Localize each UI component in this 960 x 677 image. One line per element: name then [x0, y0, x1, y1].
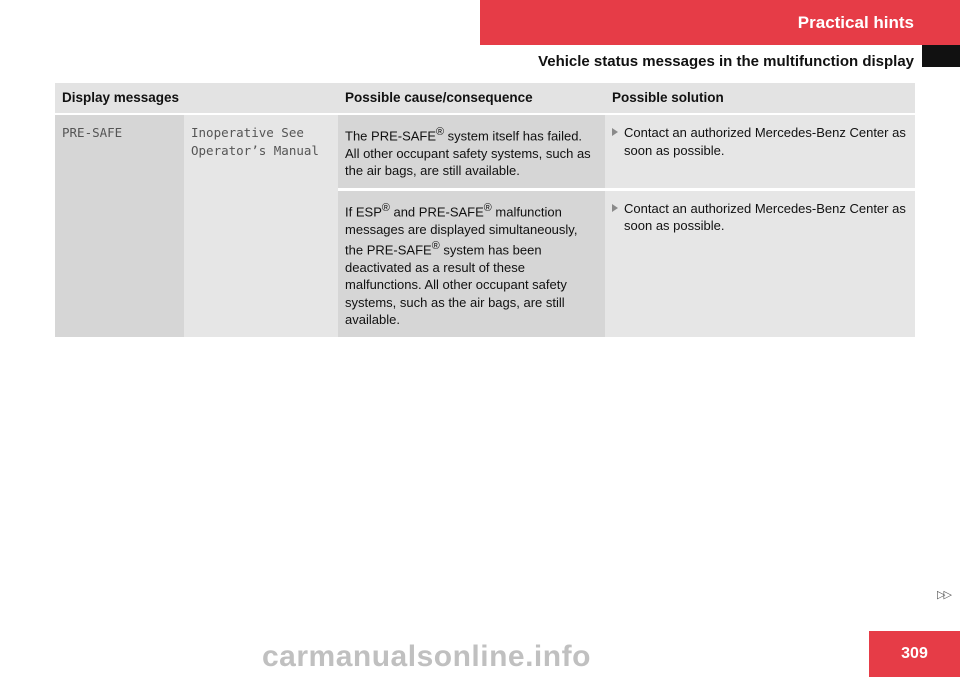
solution-cell-2	[605, 189, 915, 337]
bullet-arrow-icon	[612, 204, 618, 212]
bullet-arrow-icon	[612, 128, 618, 136]
cause-cell-2: If ESP® and PRE-SAFE® malfunction messages are displayed simultaneously, the PRE-SAFE® system has been deactivated as a result of these malfunctions. All other occupant safety systems, such as the air bags, are still available.	[338, 189, 605, 337]
table-row	[55, 114, 915, 189]
corner-tab-marker	[922, 45, 960, 67]
display-code-cell	[55, 114, 184, 337]
section-tab	[480, 0, 960, 45]
column-header-solution: Possible solution	[605, 83, 915, 114]
status-messages-table	[55, 83, 915, 337]
section-title: Practical hints	[797, 12, 914, 32]
page-number-box	[869, 631, 960, 677]
display-message-cell	[184, 114, 338, 337]
watermark: carmanualsonline.info	[262, 640, 591, 673]
column-header-display-messages: Display messages	[55, 83, 338, 114]
display-message-line-2: Operator’s Manual	[191, 143, 319, 158]
column-header-cause: Possible cause/consequence	[338, 83, 605, 114]
page-number: 309	[901, 645, 928, 662]
display-code: PRE-SAFE	[62, 125, 123, 140]
continued-arrow-icon: ▷▷	[937, 589, 950, 601]
table-header-row	[55, 83, 915, 114]
cause-cell-1: The PRE-SAFE® system itself has failed. All other occupant safety systems, such as the air bags, are still available.	[338, 114, 605, 189]
page-subtitle: Vehicle status messages in the multifunction display	[538, 53, 914, 70]
display-message-line-1: Inoperative See	[191, 125, 304, 140]
solution-cell-1	[605, 114, 915, 189]
solution-text-2: Contact an authorized Mercedes-Benz Center as soon as possible.	[624, 200, 906, 234]
solution-text-1: Contact an authorized Mercedes-Benz Center as soon as possible.	[624, 125, 906, 158]
